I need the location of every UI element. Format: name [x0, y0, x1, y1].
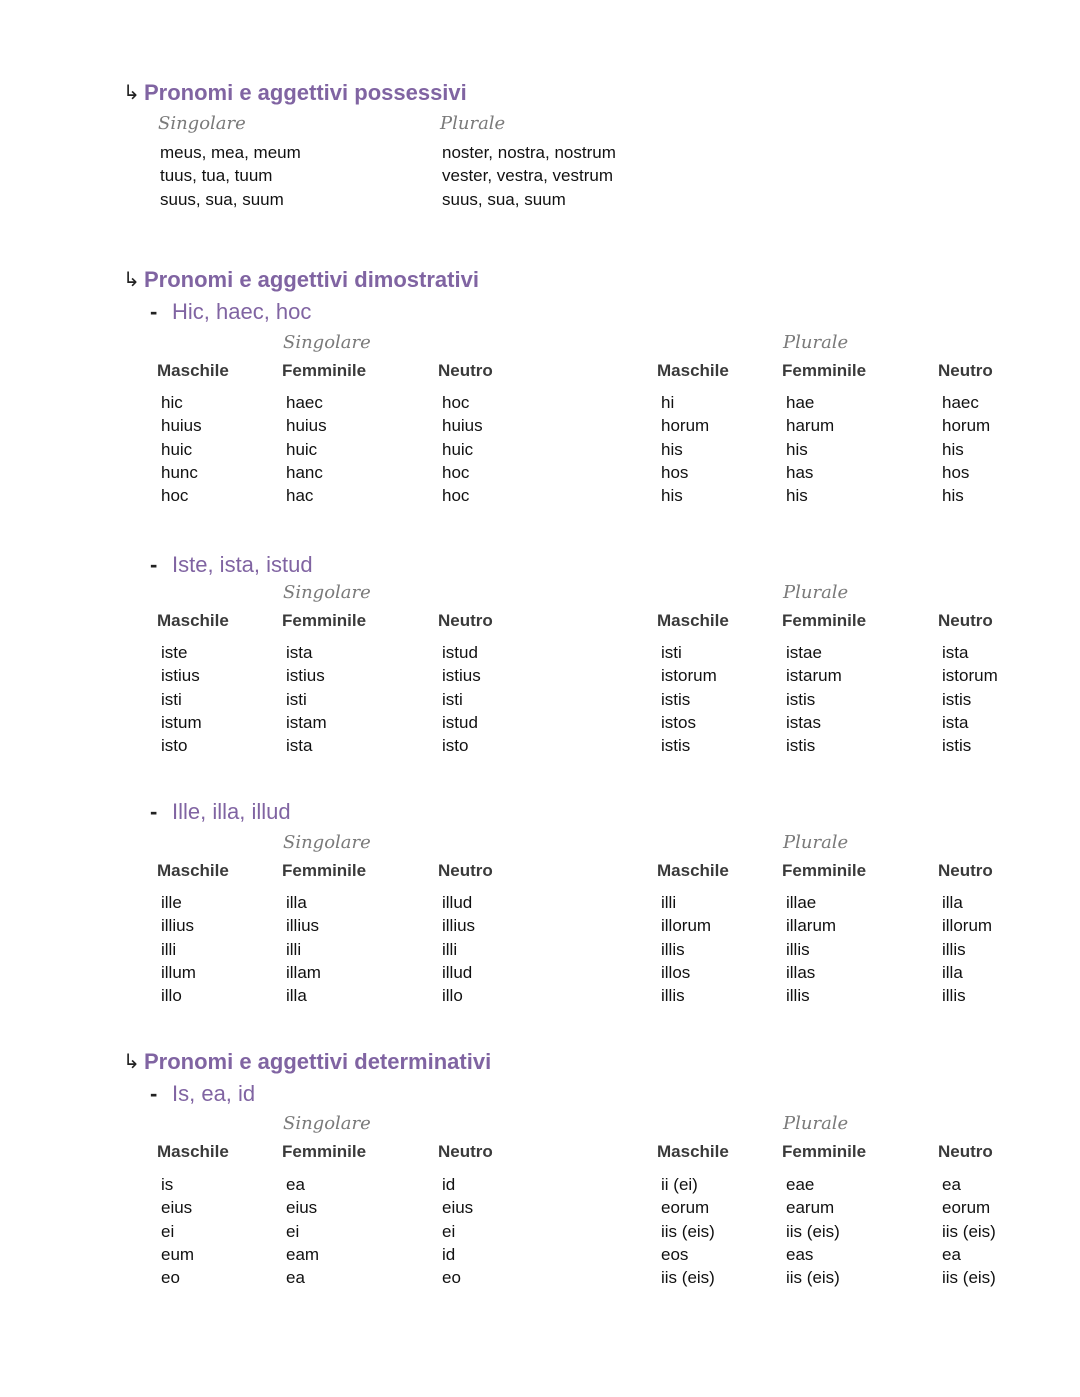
table-cell: ea — [286, 1175, 305, 1194]
table-cell: illi — [286, 939, 302, 959]
table-column — [661, 641, 717, 757]
table-cell: istud — [442, 643, 478, 662]
table-cell: istae — [786, 643, 822, 662]
table-cell: hunc — [161, 462, 198, 482]
column-header: Neutro — [438, 1142, 493, 1161]
table-cell: istis — [942, 689, 972, 709]
plurale-label: Plurale — [783, 1113, 849, 1134]
table-cell: his — [661, 439, 683, 459]
table-cell: his — [786, 439, 808, 459]
table-cell: is — [161, 1175, 174, 1194]
table-cell: iis (eis) — [786, 1268, 840, 1288]
table-cell: istis — [786, 689, 816, 709]
column-header: Femminile — [282, 361, 367, 380]
table-cell: hos — [942, 462, 970, 482]
table-cell: illis — [661, 986, 685, 1006]
table-column — [442, 891, 475, 1007]
table-cell: ista — [286, 736, 313, 756]
table-column — [442, 391, 483, 507]
table-cell: ea — [286, 1268, 305, 1288]
table-cell: ei — [286, 1221, 300, 1241]
table-cell: earum — [786, 1198, 835, 1218]
table-column — [942, 891, 992, 1007]
table-cell: istos — [661, 712, 696, 732]
column-header: Maschile — [157, 861, 229, 880]
table-cell: his — [942, 439, 964, 459]
table-column — [161, 641, 202, 757]
table-cell: eos — [661, 1244, 689, 1264]
table-cell: illae — [786, 893, 817, 912]
table-cell: hoc — [442, 393, 470, 412]
column-header: Maschile — [157, 1142, 229, 1161]
table-cell: eum — [161, 1244, 195, 1264]
table-cell: eius — [442, 1198, 474, 1218]
table-column — [661, 891, 711, 1007]
table-cell: hoc — [161, 486, 189, 506]
plurale-label: Plurale — [783, 332, 849, 353]
table-cell: illis — [786, 939, 810, 959]
table-cell: hoc — [442, 486, 470, 506]
table-subtitle: Is, ea, id — [172, 1081, 256, 1106]
table-cell: eas — [786, 1244, 814, 1264]
table-cell: illos — [661, 962, 691, 982]
column-header: Maschile — [657, 861, 729, 880]
table-cell: illas — [786, 962, 816, 982]
table-column — [161, 391, 202, 507]
table-cell: horum — [661, 416, 710, 436]
table-cell: isto — [442, 736, 469, 756]
table-cell: istius — [442, 666, 481, 686]
table-cell: hanc — [286, 462, 323, 482]
column-header: Maschile — [157, 361, 229, 380]
table-cell: isti — [161, 689, 182, 709]
table-cell: illa — [286, 893, 307, 912]
table-cell: horum — [942, 416, 991, 436]
table-cell: iis (eis) — [942, 1268, 996, 1288]
table-subtitle: Iste, ista, istud — [172, 552, 313, 577]
plurale-label: Plurale — [783, 832, 849, 853]
table-cell: iis (eis) — [786, 1221, 840, 1241]
table-cell: illis — [942, 939, 966, 959]
table-column — [942, 391, 990, 507]
table-cell: istius — [286, 666, 325, 686]
table-cell: hoc — [442, 462, 470, 482]
table-cell: his — [786, 486, 808, 506]
table-cell: istum — [161, 712, 202, 732]
table-column — [286, 391, 327, 507]
plurale-label: Plurale — [783, 582, 849, 603]
table-cell: huic — [442, 439, 474, 459]
list-item: tuus, tua, tuum — [160, 166, 273, 186]
table-column — [286, 1173, 319, 1289]
table-cell: ista — [286, 643, 313, 662]
column-header: Femminile — [282, 611, 367, 630]
table-cell: illud — [442, 893, 473, 912]
column-header: Maschile — [157, 611, 229, 630]
table-cell: illius — [442, 916, 476, 936]
column-header: Neutro — [938, 611, 993, 630]
column-header: Femminile — [782, 361, 867, 380]
table-column — [661, 391, 709, 507]
table-cell: ista — [942, 712, 969, 732]
singolare-label: Singolare — [283, 582, 371, 603]
table-column — [786, 1173, 840, 1289]
table-cell: ea — [942, 1244, 961, 1264]
column-header: Maschile — [657, 361, 729, 380]
table-cell: illa — [942, 893, 963, 912]
table-cell: ille — [161, 893, 182, 912]
column-header: Neutro — [938, 361, 993, 380]
table-cell: illam — [286, 962, 321, 982]
table-cell: ei — [442, 1221, 456, 1241]
singolare-label: Singolare — [158, 113, 246, 134]
column-header: Neutro — [438, 611, 493, 630]
table-column — [161, 891, 196, 1007]
table-cell: illis — [942, 986, 966, 1006]
plurale-label: Plurale — [440, 113, 506, 134]
table-cell: illum — [161, 962, 196, 982]
column-header: Femminile — [282, 861, 367, 880]
column-header: Femminile — [282, 1142, 367, 1161]
table-cell: huic — [286, 439, 318, 459]
singolare-label: Singolare — [283, 332, 371, 353]
table-cell: illo — [161, 986, 182, 1006]
column-header: Femminile — [782, 611, 867, 630]
arrow-icon: ↳ — [123, 267, 140, 291]
section-title-determinativi: Pronomi e aggettivi determinativi — [144, 1049, 492, 1074]
table-cell: istas — [786, 712, 821, 732]
table-subtitle: Ille, illa, illud — [172, 799, 291, 824]
table-column — [661, 1173, 715, 1289]
dash-bullet: - — [150, 799, 158, 824]
table-cell: iste — [161, 643, 188, 662]
table-cell: his — [942, 486, 964, 506]
table-cell: hic — [161, 393, 183, 412]
table-cell: istis — [661, 736, 691, 756]
table-cell: haec — [942, 393, 979, 412]
table-cell: iis (eis) — [942, 1221, 996, 1241]
table-cell: ea — [942, 1175, 961, 1194]
section-title-possessivi: Pronomi e aggettivi possessivi — [144, 80, 467, 105]
table-cell: istorum — [942, 666, 998, 686]
table-column — [442, 1173, 473, 1289]
table-cell: illi — [161, 939, 177, 959]
table-cell: hos — [661, 462, 689, 482]
table-column — [786, 641, 842, 757]
table-cell: harum — [786, 416, 835, 436]
table-cell: istarum — [786, 666, 842, 686]
column-header: Neutro — [938, 1142, 993, 1161]
column-header: Maschile — [657, 1142, 729, 1161]
table-cell: huius — [161, 416, 202, 436]
table-cell: eae — [786, 1175, 815, 1194]
table-subtitle: Hic, haec, hoc — [172, 299, 312, 324]
table-cell: eam — [286, 1244, 320, 1264]
table-cell: isti — [286, 689, 307, 709]
column-header: Neutro — [438, 861, 493, 880]
table-cell: illa — [286, 986, 307, 1006]
table-cell: iis (eis) — [661, 1221, 715, 1241]
list-item: suus, sua, suum — [160, 189, 284, 209]
table-cell: ii (ei) — [661, 1175, 698, 1194]
table-cell: ista — [942, 643, 969, 662]
dash-bullet: - — [150, 552, 158, 577]
table-cell: huic — [161, 439, 193, 459]
table-cell: illorum — [661, 916, 712, 936]
dash-bullet: - — [150, 1081, 158, 1106]
column-header: Maschile — [657, 611, 729, 630]
list-item: suus, sua, suum — [442, 189, 566, 209]
table-cell: id — [442, 1244, 456, 1264]
table-cell: hae — [786, 393, 815, 412]
table-column — [942, 641, 998, 757]
column-header: Femminile — [782, 861, 867, 880]
table-cell: illa — [942, 962, 963, 982]
table-cell: illi — [661, 893, 677, 912]
table-column — [786, 391, 834, 507]
table-cell: istis — [661, 689, 691, 709]
table-cell: eorum — [661, 1198, 710, 1218]
table-column — [942, 1173, 996, 1289]
table-cell: istorum — [661, 666, 717, 686]
table-cell: illius — [161, 916, 195, 936]
table-cell: id — [442, 1175, 456, 1194]
table-cell: iis (eis) — [661, 1268, 715, 1288]
table-cell: haec — [286, 393, 323, 412]
table-cell: eorum — [942, 1198, 991, 1218]
table-column — [286, 641, 327, 757]
table-column — [786, 891, 836, 1007]
table-cell: illi — [442, 939, 458, 959]
table-cell: istud — [442, 712, 478, 732]
arrow-icon: ↳ — [123, 80, 140, 104]
table-cell: istis — [786, 736, 816, 756]
table-cell: eius — [286, 1198, 318, 1218]
singolare-label: Singolare — [283, 1113, 371, 1134]
table-cell: huius — [442, 416, 483, 436]
table-cell: illis — [786, 986, 810, 1006]
table-cell: eo — [442, 1268, 461, 1288]
table-column — [286, 891, 321, 1007]
table-cell: istam — [286, 712, 327, 732]
table-cell: illis — [661, 939, 685, 959]
column-header: Neutro — [938, 861, 993, 880]
singolare-label: Singolare — [283, 832, 371, 853]
list-item: vester, vestra, vestrum — [442, 166, 613, 186]
table-cell: illorum — [942, 916, 993, 936]
dash-bullet: - — [150, 299, 158, 324]
table-cell: illo — [442, 986, 463, 1006]
column-header: Femminile — [782, 1142, 867, 1161]
table-cell: isti — [442, 689, 463, 709]
table-cell: illius — [286, 916, 320, 936]
table-cell: istis — [942, 736, 972, 756]
table-cell: isti — [661, 643, 682, 662]
table-cell: huius — [286, 416, 327, 436]
table-cell: istius — [161, 666, 200, 686]
table-cell: hi — [661, 393, 675, 412]
table-cell: hac — [286, 486, 314, 506]
table-cell: eius — [161, 1198, 193, 1218]
list-item: meus, mea, meum — [160, 143, 301, 162]
table-cell: his — [661, 486, 683, 506]
table-cell: eo — [161, 1268, 180, 1288]
possessivi-plurale-list — [442, 141, 616, 211]
table-column — [442, 641, 481, 757]
table-cell: isto — [161, 736, 188, 756]
list-item: noster, nostra, nostrum — [442, 143, 616, 162]
table-column — [161, 1173, 194, 1289]
table-cell: ei — [161, 1221, 175, 1241]
arrow-icon: ↳ — [123, 1049, 140, 1073]
possessivi-singolare-list — [160, 141, 301, 211]
column-header: Neutro — [438, 361, 493, 380]
table-cell: has — [786, 462, 814, 482]
table-cell: illud — [442, 962, 473, 982]
table-cell: illarum — [786, 916, 837, 936]
section-title-dimostrativi: Pronomi e aggettivi dimostrativi — [144, 267, 479, 292]
